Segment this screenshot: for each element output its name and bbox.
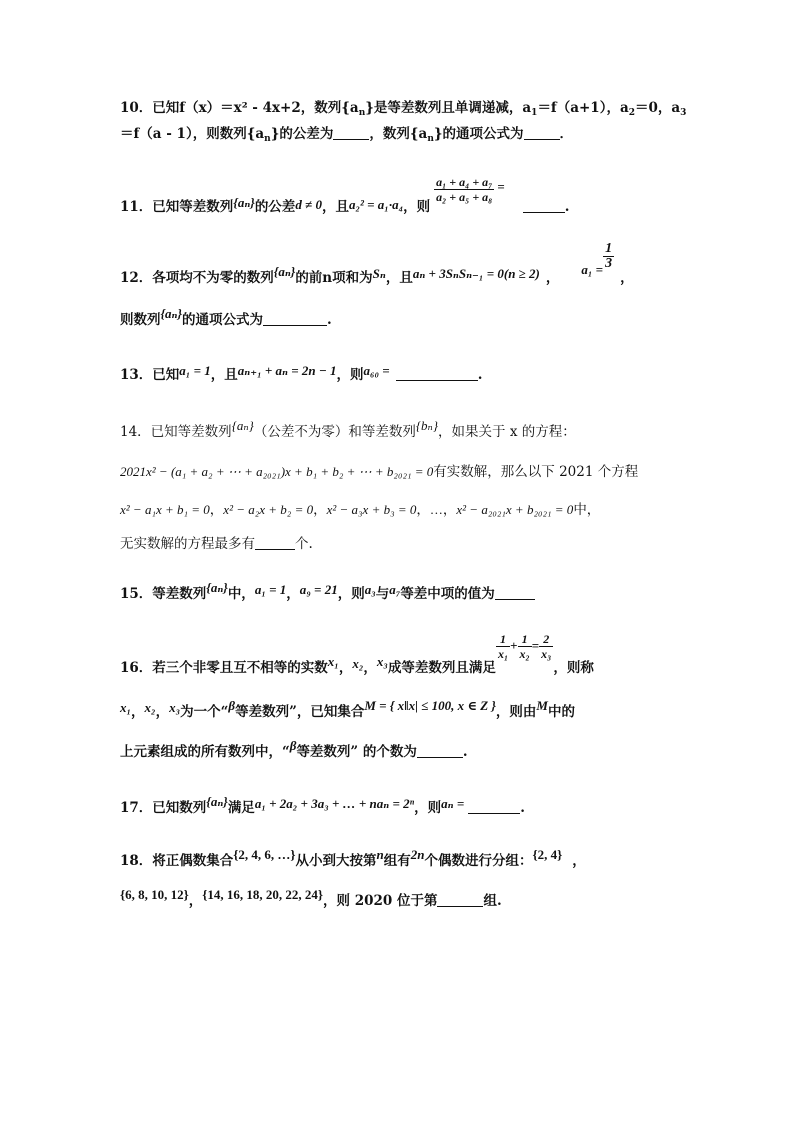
q12-sequence: {aₙ} [273, 264, 296, 279]
q10-text-2: }是等差数列且单调递减，a [365, 100, 532, 116]
q14-text-3: ，如果关于 x 的方程： [438, 424, 576, 440]
q15-text-5: 与 [375, 586, 390, 602]
q17-sequence: {aₙ} [206, 794, 228, 809]
q12-text-1: 12．各项均不为零的数列 [120, 270, 274, 286]
q16-text-3: ，则称 [553, 660, 594, 676]
q10-answer-blank-2[interactable] [524, 125, 560, 140]
q16-x1: x₁ [327, 654, 339, 669]
q16-text-4: 为一个“ [180, 704, 229, 720]
q14-comma-1: ， [209, 502, 224, 518]
q14-equation-1: x² − a₁x + b₁ = 0 [120, 502, 210, 517]
q13-end: . [477, 367, 483, 383]
q14-text-7: 个. [295, 536, 313, 552]
question-16-line-1: 16．若三个非零且互不相等的实数x₁，x₂，x₃成等差数列且满足 $\frac{1}{\text{x₁}}$ + $\frac{1}{\text{x₂}}$ = $\frac{2}{\text{x₃}}$ ，则称 [120, 632, 594, 676]
q17-text-3: ，则 [414, 800, 442, 816]
q10-sub-n3: n [427, 134, 434, 144]
q16-fraction-1-denominator: x₁ [497, 647, 509, 661]
q17-answer-blank[interactable] [468, 799, 520, 814]
q12-text-5: ， [620, 270, 634, 286]
q16-plus: + [510, 638, 518, 653]
q18-comma-2: ， [188, 893, 203, 909]
q18-text-4: 个偶数进行分组： [424, 853, 533, 869]
q14-text-2: （公差不为零）和等差数列 [253, 424, 416, 440]
q14-text-4: 有实数解，那么以下 2021 个方程 [433, 464, 639, 480]
q14-comma-2: ， [313, 502, 327, 518]
q10-text-8: }的通项公式为 [433, 126, 524, 142]
q11-text-1: 11．已知等差数列 [120, 199, 234, 215]
q16-text-7: 中的 [547, 704, 575, 720]
q10-text-1: 10．已知f（x）＝x² - 4x+2，数列{a [120, 100, 359, 116]
q16-fraction-3-denominator: x₃ [541, 647, 552, 661]
q10-sub-n: n [358, 108, 366, 118]
q16-fraction-2-numerator: 1 [518, 632, 532, 647]
q10-sub-n2: n [264, 134, 271, 144]
q14-equation-2: x² − a₂x + b₂ = 0 [223, 502, 314, 517]
q18-text-3: 组有 [383, 853, 411, 869]
q15-text-4: ，则 [337, 586, 365, 602]
q11-text-3: ，且 [321, 199, 349, 215]
question-14-line-1 [120, 418, 576, 442]
q18-text-1: 18．将正偶数集合 [120, 853, 234, 869]
q15-a1: a₁ = 1 [254, 582, 287, 597]
q13-text-2: ，且 [210, 367, 238, 383]
q11-fraction-denominator: a₂ + a₅ + a₈ [436, 190, 493, 204]
q16-text-9: 等差数列” 的个数为 [296, 744, 417, 760]
q14-equation-3: x² − a₃x + b₃ = 0 [326, 502, 417, 517]
q10-sub-1: 1 [531, 108, 538, 118]
q14-sequence-a: {aₙ} [231, 418, 254, 433]
question-15 [120, 580, 535, 604]
q14-comma-4: ， [442, 502, 457, 518]
q16-m: M [536, 698, 548, 713]
q11-text-4: ，则 [403, 199, 431, 215]
q15-a7: a₇ [389, 582, 401, 597]
q18-2n: 2n [410, 847, 425, 862]
q15-text-3: ， [286, 586, 300, 602]
q16-fraction-3 [539, 632, 553, 661]
question-16-line-2: x₁，x₂，x₃为一个“β等差数列”，已知集合M = { x‖x| ≤ 100, x ∈ Z }，则由M中的 [120, 698, 575, 720]
q16-text-5: 等差数列”，已知集合 [235, 704, 365, 720]
q11-fraction-numerator: a₁ + a₄ + a₇ [436, 175, 493, 189]
q11-end: . [564, 199, 570, 215]
q10-sub-2: 2 [628, 108, 635, 118]
q14-equation-2021: x² − a₂₀₂₁x + b₂₀₂₁ = 0 [456, 502, 574, 517]
q14-text-1: 14．已知等差数列 [120, 424, 232, 440]
question-10-line-2 [120, 124, 573, 144]
q14-text-5: 中， [573, 502, 601, 518]
q12-text-2: 的前n项和为 [295, 270, 373, 286]
q10-text-5: ＝f（a - 1），则数列{a [120, 126, 265, 142]
question-12-line-1 [120, 241, 634, 286]
q10-sub-3: 3 [680, 108, 687, 118]
q13-text-1: 13．已知 [120, 367, 180, 383]
q18-text-2: 从小到大按第 [295, 853, 377, 869]
q15-sequence: {aₙ} [206, 580, 228, 595]
question-14-line-2 [120, 462, 638, 482]
q12-fraction [603, 242, 614, 271]
q10-text-4: ＝0，a [634, 100, 681, 116]
question-16-line-3 [120, 738, 468, 762]
q18-group-3: {14, 16, 18, 20, 22, 24} [202, 887, 323, 902]
q10-end: ． [559, 126, 574, 142]
q17-end: . [520, 800, 525, 816]
q12-fraction-denominator: 3 [605, 256, 613, 271]
q12-equation: aₙ + 3SₙSₙ₋₁ = 0(n ≥ 2) [412, 266, 540, 281]
question-14-line-4 [120, 534, 313, 554]
q16-equals: = [531, 638, 540, 653]
q13-answer-blank[interactable] [396, 366, 478, 381]
q16-x2: x₂ [352, 656, 364, 671]
q16-fraction-2 [518, 632, 532, 661]
q12-a1: a₁ = [581, 262, 604, 277]
q11-text-2: 的公差 [254, 199, 296, 215]
q12-text-7: 的通项公式为 [182, 312, 264, 328]
q16-text-8: 上元素组成的所有数列中，“ [120, 744, 290, 760]
q11-answer-blank[interactable] [523, 198, 565, 213]
q11-equation: a₂² = a₁·a₄ [348, 197, 404, 212]
q18-group-2: {6, 8, 10, 12} [120, 887, 189, 902]
q16-fraction-1-numerator: 1 [496, 632, 510, 647]
q16-x2-2: x₂ [144, 700, 156, 715]
q11-condition: d ≠ 0 [295, 197, 322, 212]
q11-equals: = [497, 179, 505, 194]
q18-group-1: {2, 4} [532, 847, 563, 862]
q16-set-m: M = { x‖x| ≤ 100, x ∈ Z } [364, 698, 496, 713]
question-10-line-1 [120, 98, 686, 118]
q12-end: . [327, 312, 332, 328]
q13-target: a₆₀ = [363, 363, 390, 378]
q15-text-6: 等差中项的值为 [400, 586, 495, 602]
q10-text-3: ＝f（a+1），a [537, 100, 629, 116]
q16-x3: x₃ [376, 654, 388, 669]
question-12-line-2 [120, 306, 332, 330]
q15-text-2: 中， [227, 586, 255, 602]
q13-equation: aₙ₊₁ + aₙ = 2n − 1 [237, 363, 337, 378]
q15-a3: a₃ [364, 582, 376, 597]
q18-comma: ， [572, 853, 586, 869]
question-18-line-1 [120, 847, 586, 871]
q16-text-1: 16．若三个非零且互不相等的实数 [120, 660, 328, 676]
q12-text-6: 则数列 [120, 312, 161, 328]
q16-end: . [462, 744, 468, 760]
q18-answer-blank[interactable] [437, 892, 483, 907]
q14-answer-blank[interactable] [255, 535, 295, 550]
q13-text-3: ，则 [336, 367, 364, 383]
q12-sequence-2: {aₙ} [160, 306, 183, 321]
q16-text-6: ，则由 [495, 704, 537, 720]
q10-answer-blank-1[interactable] [333, 125, 369, 140]
q12-sn: Sₙ [372, 266, 386, 281]
q10-text-7: ，数列{a [369, 126, 428, 142]
q16-beta-2: β [289, 738, 297, 753]
q16-x1-2: x₁ [120, 700, 132, 715]
q11-fraction [434, 175, 494, 204]
q12-text-3: ，且 [385, 270, 413, 286]
question-18-line-2 [120, 887, 502, 911]
q18-n: n [376, 847, 384, 862]
q17-text-2: 满足 [227, 800, 255, 816]
question-14-line-3 [120, 500, 600, 520]
q12-fraction-numerator: 1 [605, 241, 613, 256]
q14-ellipsis: … [429, 502, 443, 517]
question-11 [120, 163, 569, 213]
q17-target: aₙ = [441, 796, 465, 811]
q16-answer-blank[interactable] [417, 743, 463, 758]
q11-sequence: {aₙ} [233, 195, 255, 210]
q18-set: {2, 4, 6, …} [233, 847, 296, 862]
q15-a9: a₉ = 21 [299, 582, 338, 597]
q16-beta: β [228, 698, 236, 713]
q16-fraction-2-denominator: x₂ [519, 647, 530, 661]
q14-sequence-b: {bₙ} [415, 418, 439, 433]
q10-text-6: }的公差为 [270, 126, 334, 142]
q16-fraction-3-numerator: 2 [539, 632, 553, 647]
q14-comma-3: ， [416, 502, 430, 518]
q18-end: 组. [483, 893, 502, 909]
question-17 [120, 794, 525, 818]
question-13 [120, 365, 482, 385]
q17-text-1: 17．已知数列 [120, 800, 207, 816]
q17-equation: a₁ + 2a₂ + 3a₃ + … + naₙ = 2ⁿ [254, 796, 415, 811]
q16-text-2: 成等差数列且满足 [387, 660, 496, 676]
q15-text-1: 15．等差数列 [120, 586, 207, 602]
q14-text-6: 无实数解的方程最多有 [120, 536, 255, 552]
q12-text-4: ， [545, 270, 560, 286]
q15-answer-blank[interactable] [495, 585, 535, 600]
q18-text-5: ，则 2020 位于第 [323, 893, 438, 909]
q12-answer-blank[interactable] [263, 311, 327, 326]
q14-main-equation: 2021x² − (a₁ + a₂ + ⋯ + a₂₀₂₁)x + b₁ + b₂ + ⋯ + b₂₀₂₁ = 0 [120, 464, 434, 479]
q16-fraction-1 [496, 632, 510, 661]
q13-a1: a₁ = 1 [179, 363, 211, 378]
q16-x3-2: x₃ [169, 700, 181, 715]
